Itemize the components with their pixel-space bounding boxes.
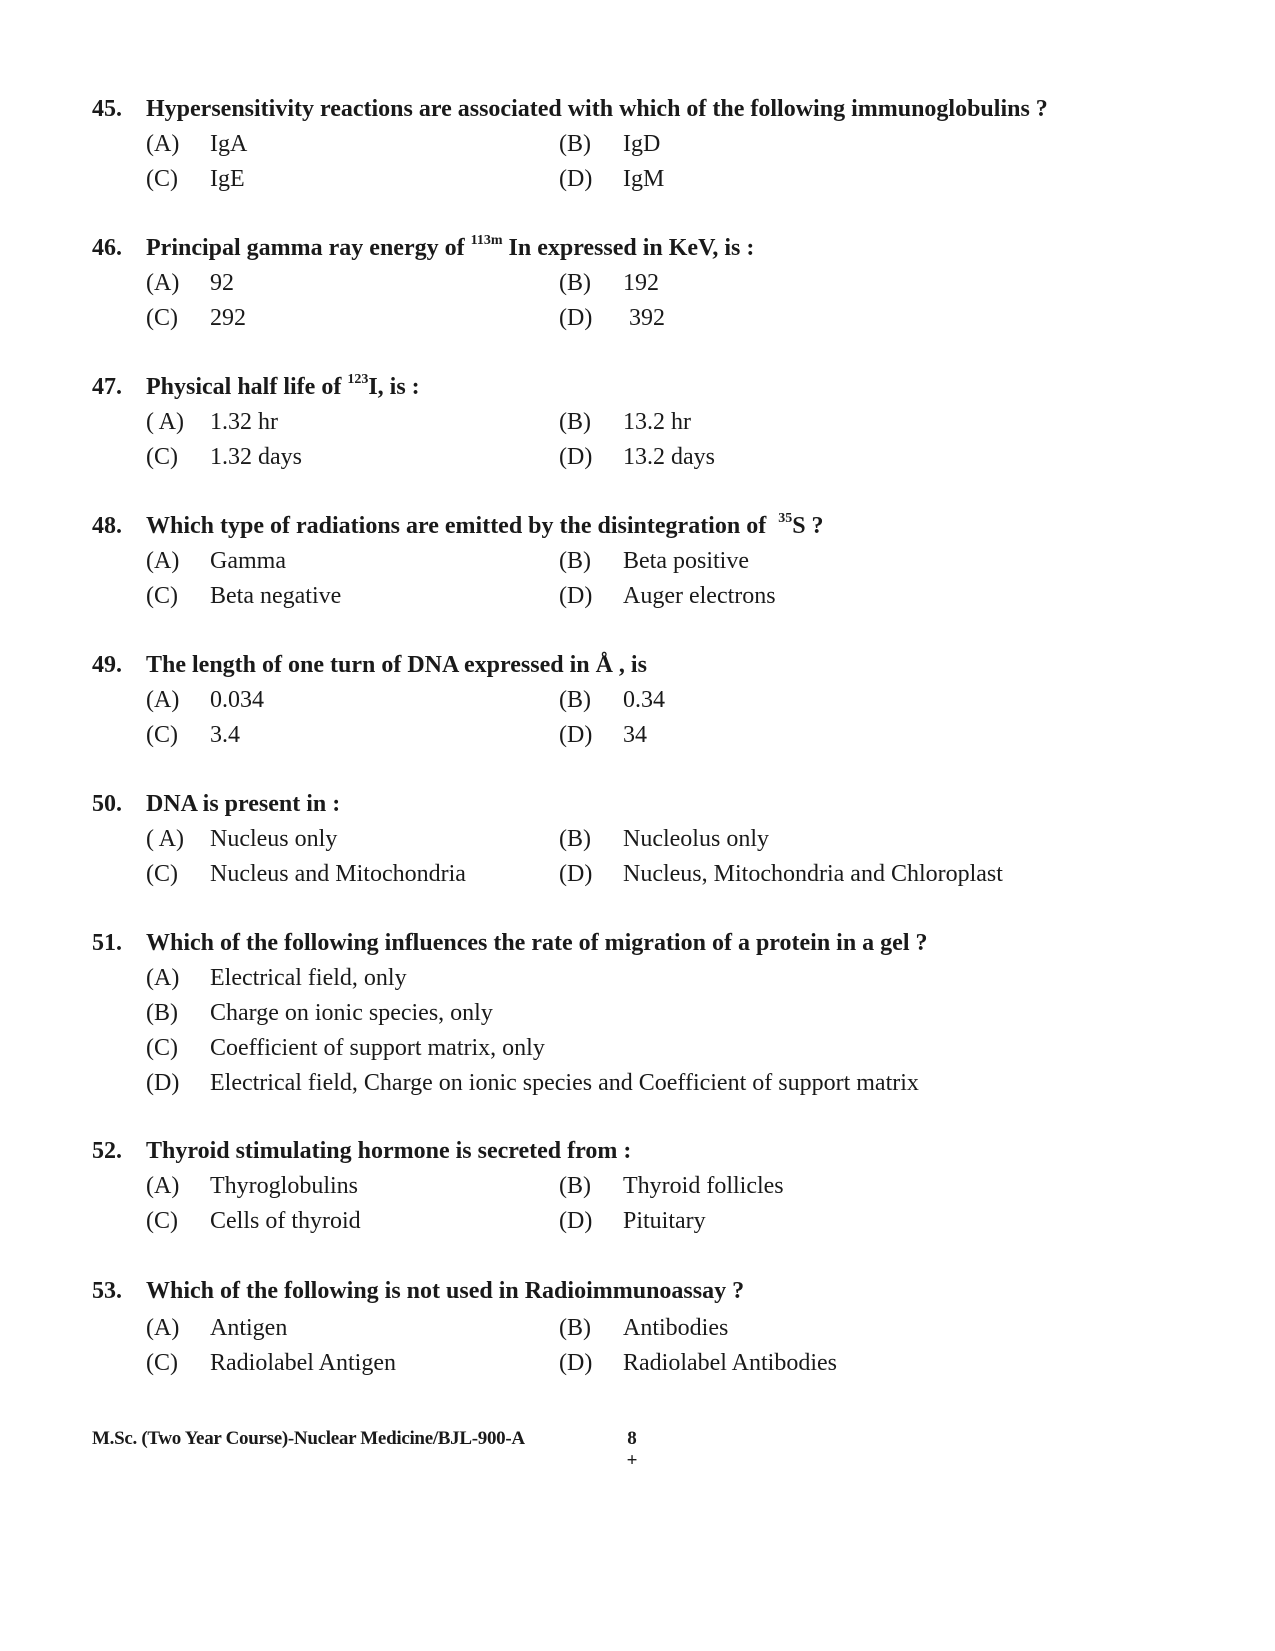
- question-text: Which type of radiations are emitted by the disintegration of $^{35}$S ?: [146, 511, 824, 539]
- question-number: 51.: [92, 930, 122, 956]
- question-46: [92, 231, 1235, 336]
- question-47: [92, 370, 1235, 475]
- question-stem: [92, 648, 1235, 683]
- option-b: (B) Thyroid follicles: [559, 1173, 784, 1199]
- question-number: 53.: [92, 1278, 122, 1304]
- question-stem: [92, 231, 1235, 266]
- page-number: [620, 1428, 644, 1472]
- option-d: (D) 392: [559, 305, 665, 331]
- question-number: 47.: [92, 374, 122, 400]
- question-text: Which of the following influences the rate of migration of a protein in a gel ?: [146, 930, 928, 956]
- question-number: 45.: [92, 96, 122, 122]
- option-c: (C) Beta negative: [146, 583, 342, 609]
- option-a: (A) Electrical field, only: [146, 965, 407, 991]
- question-48: [92, 509, 1235, 614]
- question-stem: [92, 787, 1235, 822]
- option-c: (C) Radiolabel Antigen: [146, 1350, 396, 1376]
- option-d: (D) Nucleus, Mitochondria and Chloroplast: [559, 861, 1003, 887]
- option-d: (D) 34: [559, 722, 647, 748]
- option-a: (A) 92: [146, 270, 234, 296]
- option-a: (A) Antigen: [146, 1315, 288, 1341]
- option-d: (D) Pituitary: [559, 1208, 706, 1234]
- registration-mark: +: [626, 1450, 638, 1471]
- question-number: 46.: [92, 235, 122, 261]
- footer-course-code: M.Sc. (Two Year Course)-Nuclear Medicine/BJL-900-A: [92, 1428, 525, 1449]
- option-a: (A) IgA: [146, 131, 248, 157]
- page-number-text: 8: [627, 1428, 637, 1449]
- question-53: [92, 1274, 1235, 1381]
- question-text: Physical half life of $^{123}$I, is :: [146, 372, 420, 400]
- option-a: (A) 0.034: [146, 687, 264, 713]
- question-text: The length of one turn of DNA expressed in Å , is: [146, 652, 647, 678]
- question-text: Hypersensitivity reactions are associated with which of the following immunoglobulins ?: [146, 96, 1048, 122]
- question-stem: [92, 926, 1235, 961]
- option-b: (B) IgD: [559, 131, 661, 157]
- option-c: (C) Nucleus and Mitochondria: [146, 861, 466, 887]
- question-45: [92, 92, 1235, 197]
- option-c: (C) 292: [146, 305, 246, 331]
- question-text: DNA is present in :: [146, 791, 341, 817]
- option-a: ( A) Nucleus only: [146, 826, 338, 852]
- question-stem: [92, 1134, 1235, 1169]
- question-49: [92, 648, 1235, 753]
- question-text: Thyroid stimulating hormone is secreted from :: [146, 1138, 632, 1164]
- option-a: (A) Gamma: [146, 548, 286, 574]
- superscript-isotope: 35: [778, 511, 793, 526]
- option-b: (B) 0.34: [559, 687, 665, 713]
- question-number: 49.: [92, 652, 122, 678]
- superscript-isotope: 113m: [470, 233, 503, 248]
- question-52: [92, 1134, 1235, 1239]
- question-text: Which of the following is not used in Radioimmunoassay ?: [146, 1278, 745, 1304]
- option-d: (D) Electrical field, Charge on ionic species and Coefficient of support matrix: [146, 1070, 919, 1096]
- option-d: (D) Auger electrons: [559, 583, 776, 609]
- question-stem: [92, 370, 1235, 405]
- option-a: (A) Thyroglobulins: [146, 1173, 358, 1199]
- question-number: 48.: [92, 513, 122, 539]
- option-d: (D) Radiolabel Antibodies: [559, 1350, 837, 1376]
- question-51: [92, 926, 1235, 1101]
- question-stem: [92, 92, 1235, 127]
- option-c: (C) 3.4: [146, 722, 240, 748]
- option-c: (C) IgE: [146, 166, 245, 192]
- option-b: (B) Charge on ionic species, only: [146, 1000, 493, 1026]
- question-number: 50.: [92, 791, 122, 817]
- question-stem: [92, 509, 1235, 544]
- option-c: (C) 1.32 days: [146, 444, 302, 470]
- option-a: ( A) 1.32 hr: [146, 409, 278, 435]
- question-text: Principal gamma ray energy of $^{113m}$ In expressed in KeV, is :: [146, 233, 755, 261]
- option-b: (B) 13.2 hr: [559, 409, 691, 435]
- question-50: [92, 787, 1235, 892]
- option-b: (B) Beta positive: [559, 548, 749, 574]
- superscript-isotope: 123: [347, 372, 369, 387]
- option-c: (C) Cells of thyroid: [146, 1208, 361, 1234]
- option-d: (D) 13.2 days: [559, 444, 715, 470]
- option-d: (D) IgM: [559, 166, 665, 192]
- option-b: (B) Antibodies: [559, 1315, 729, 1341]
- option-b: (B) Nucleolus only: [559, 826, 769, 852]
- question-stem: [92, 1274, 1235, 1309]
- question-number: 52.: [92, 1138, 122, 1164]
- option-c: (C) Coefficient of support matrix, only: [146, 1035, 545, 1061]
- option-b: (B) 192: [559, 270, 659, 296]
